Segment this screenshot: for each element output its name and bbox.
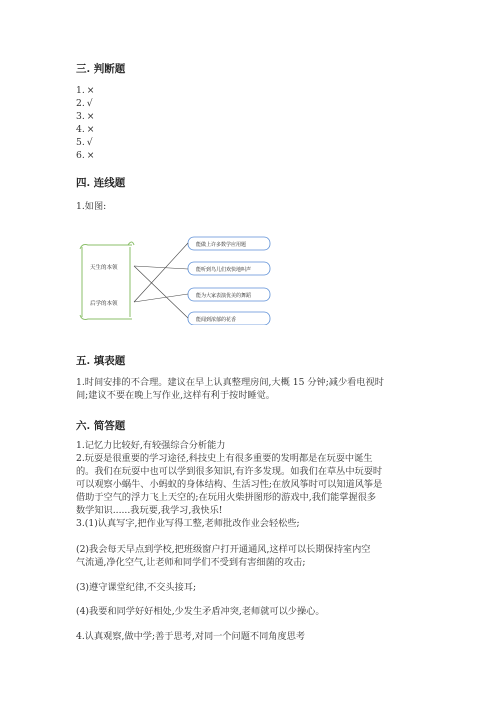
item-number: 6. bbox=[76, 150, 85, 161]
answer-line: 数学知识......我玩要,我学习,我快乐! bbox=[76, 505, 223, 516]
scroll-frame bbox=[80, 242, 134, 320]
answer-line: 1.时间安排的不合理。建议在早上认真整理房间,大概 15 分钟;减少看电视时 bbox=[76, 377, 384, 388]
section-3-title: 三. 判断题 bbox=[76, 63, 126, 75]
judge-item-6 bbox=[76, 150, 94, 162]
cross-mark: × bbox=[86, 111, 95, 122]
item-number: 5. bbox=[76, 137, 85, 148]
judge-item-3 bbox=[76, 111, 94, 123]
cross-mark: × bbox=[86, 150, 95, 161]
section-5-title: 五. 填表题 bbox=[76, 355, 126, 367]
judge-item-2 bbox=[76, 98, 93, 110]
answer-line: 2.玩耍是很重要的学习途径,科技史上有很多重要的发明都是在玩耍中诞生 bbox=[76, 453, 373, 464]
left-item-innate: 天生的本领 bbox=[90, 265, 118, 271]
section-4-title: 四. 连线题 bbox=[76, 177, 126, 189]
answer-line: (3)遵守课堂纪律,不交头接耳; bbox=[76, 582, 197, 593]
item-number: 2. bbox=[76, 98, 85, 109]
matching-diagram bbox=[76, 225, 276, 325]
judge-item-1 bbox=[76, 85, 94, 97]
answer-line: 1.记忆力比较好,有较强综合分析能力 bbox=[76, 440, 226, 451]
check-mark: √ bbox=[86, 137, 93, 148]
left-item-learned: 后学的本领 bbox=[90, 301, 118, 307]
cross-mark: × bbox=[86, 85, 95, 96]
answer-line: 3.(1)认真写字,把作业写得工整,老师批改作业会轻松些; bbox=[76, 518, 300, 529]
item-number: 3. bbox=[76, 111, 85, 122]
judge-item-5 bbox=[76, 137, 93, 149]
item-number: 4. bbox=[76, 124, 85, 135]
answer-line: (4)我要和同学好好相处,少发生矛盾冲突,老师就可以少操心。 bbox=[76, 606, 325, 617]
item-number: 1. bbox=[76, 85, 85, 96]
answer-line: 的。我们在玩耍中也可以学到很多知识,有许多发现。如我们在草丛中玩耍时 bbox=[76, 466, 383, 477]
answer-line: 气流通,净化空气,让老师和同学们不受到有害细菌的攻击; bbox=[76, 557, 306, 568]
right-item-2: 能听到鸟儿们欢快地叫声 bbox=[196, 267, 252, 273]
connection-lines bbox=[134, 243, 188, 318]
cross-mark: × bbox=[86, 124, 95, 135]
judge-item-4 bbox=[76, 124, 94, 136]
answer-line: 4.认真观察,做中学;善于思考,对同一个问题不同角度思考 bbox=[76, 631, 306, 642]
answer-line: 借助于空气的浮力飞上天空的;在玩用火柴拼图形的游戏中,我们能掌握很多 bbox=[76, 492, 377, 503]
answer-line: 间;建议不要在晚上写作业,这样有利于按时睡觉。 bbox=[76, 390, 275, 401]
section-6-title: 六. 简答题 bbox=[76, 420, 126, 432]
question-1-label: 1.如图: bbox=[76, 201, 107, 212]
check-mark: √ bbox=[86, 98, 93, 109]
right-item-3: 能为大家表演优美的舞蹈 bbox=[196, 293, 252, 299]
answer-line: (2)我会每天早点到学校,把班级窗户打开通通风,这样可以长期保持室内空 bbox=[76, 544, 371, 555]
answer-line: 可以观察小蜗牛、小蚂蚁的身体结构、生活习性;在放风筝时可以知道风筝是 bbox=[76, 479, 383, 490]
right-item-4: 能闻到浓郁的花香 bbox=[196, 317, 237, 323]
right-item-1: 能做上许多数学应用题 bbox=[196, 242, 247, 248]
